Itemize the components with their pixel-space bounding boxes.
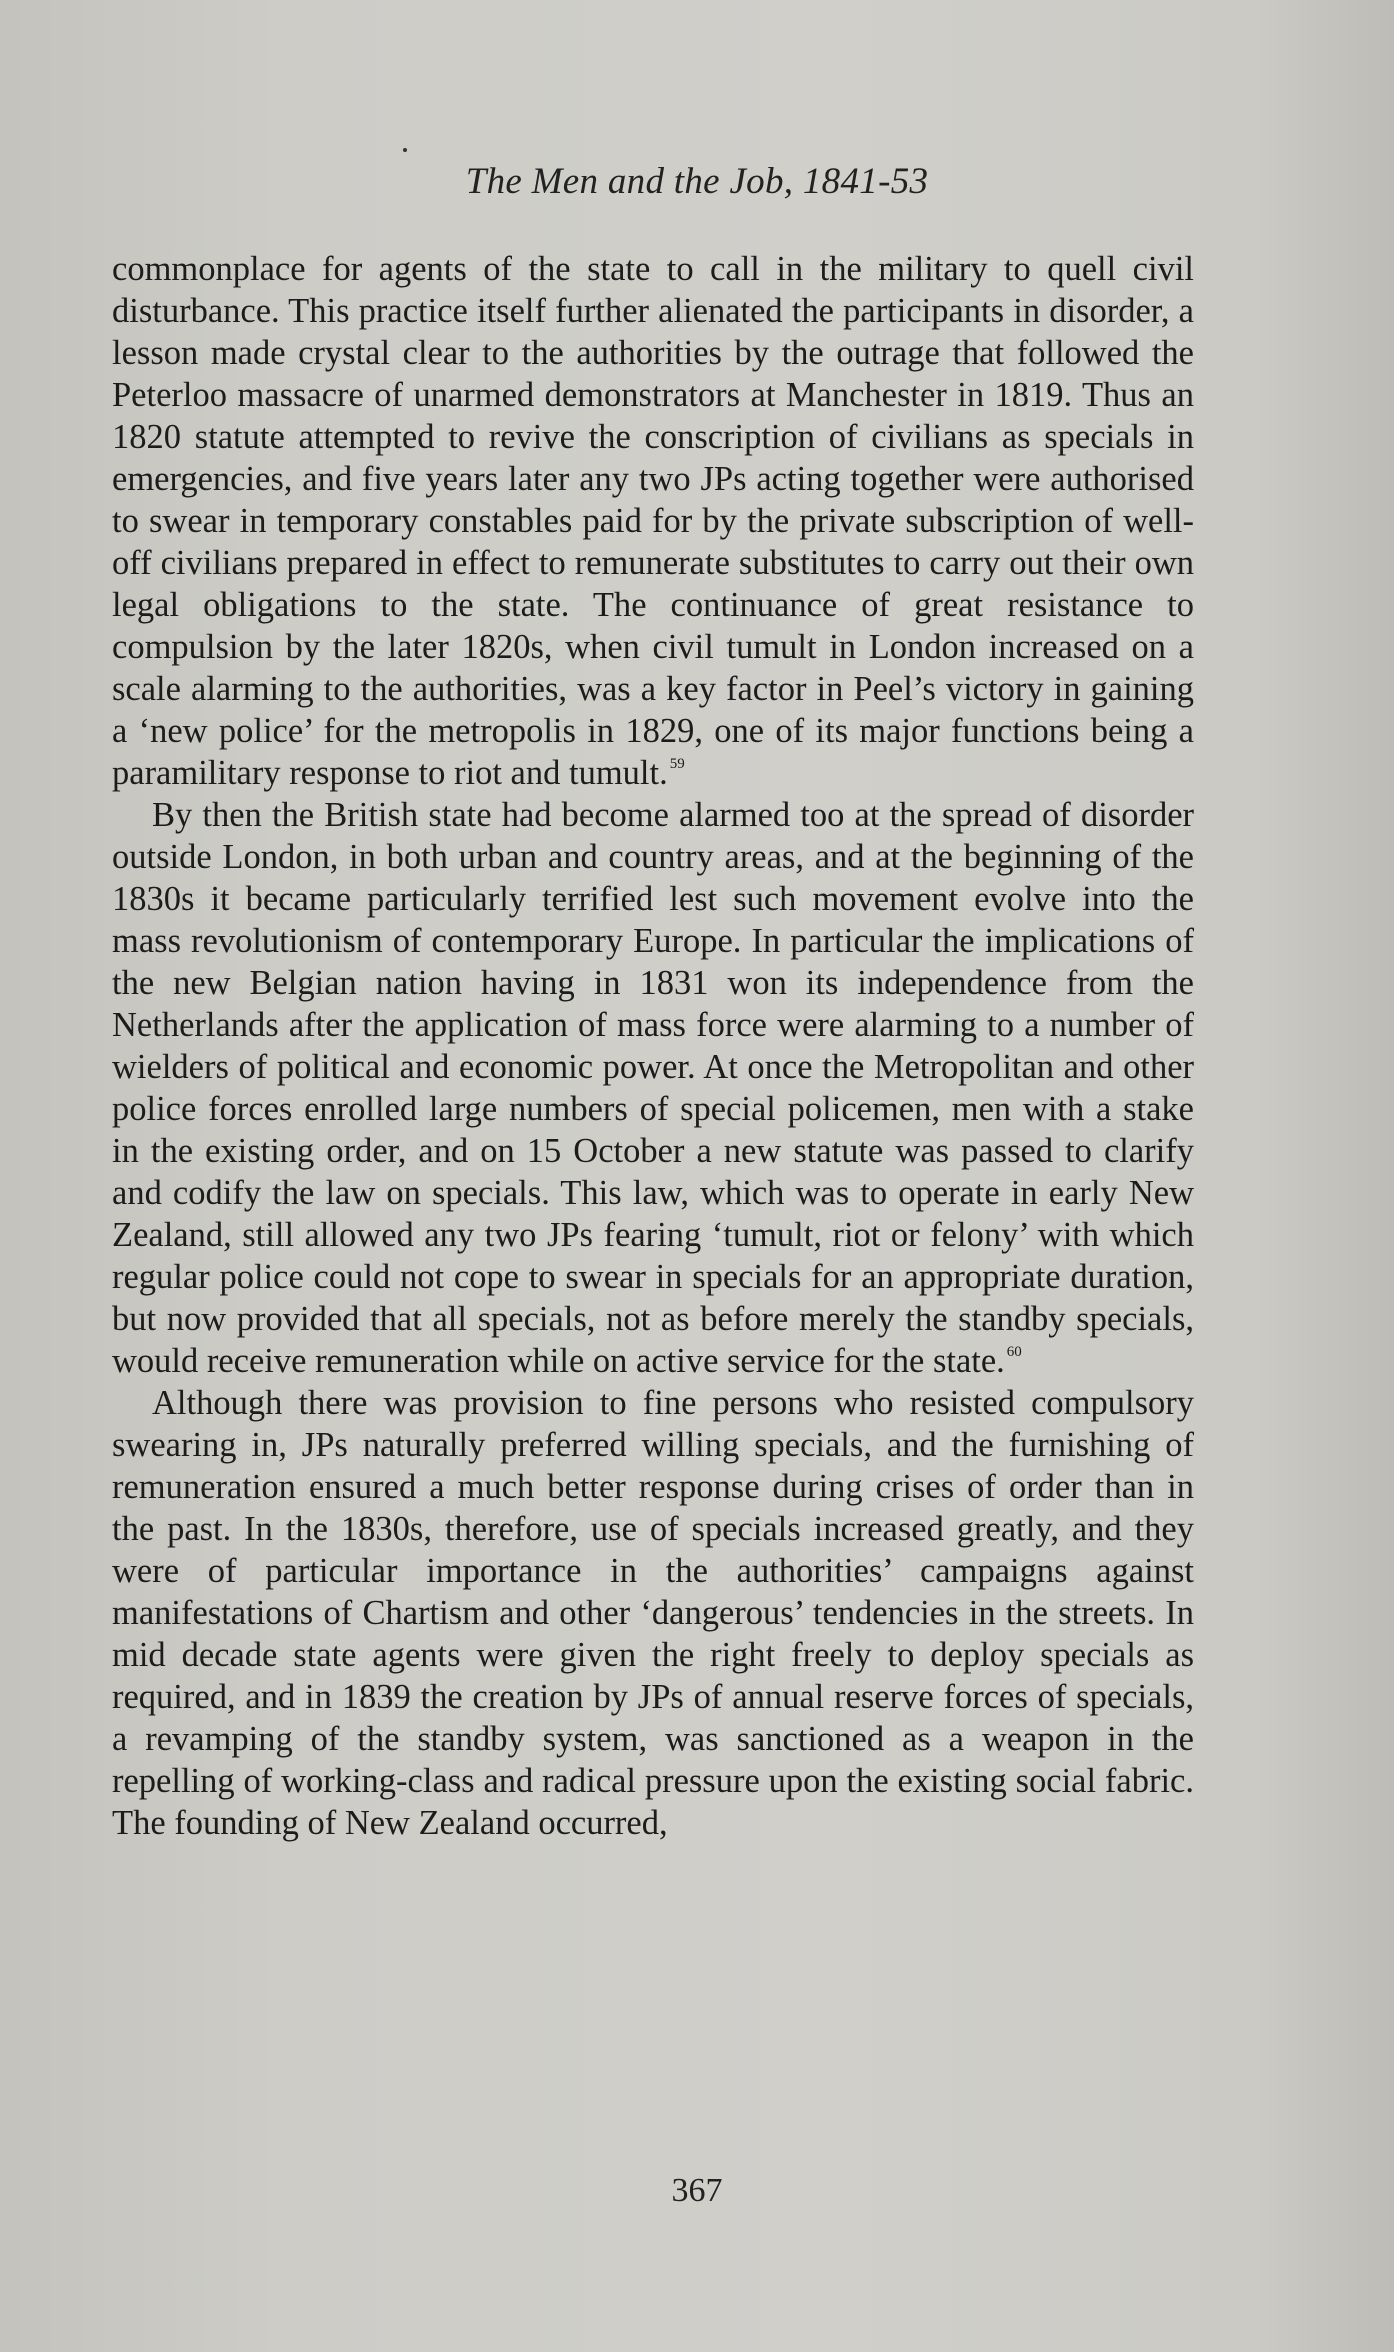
ink-speck: [403, 148, 407, 152]
running-head: The Men and the Job, 1841-53: [465, 161, 929, 202]
paragraph-1: [112, 248, 1194, 794]
page-number: 367: [671, 2172, 723, 2209]
paragraph-text: By then the British state had become alarmed too at the spread of disorder outside London, in both urban and country areas, and at the beginning of the 1830s it became particularly terrified lest such movement evolve into the mass revolutionism of contemporary Europe. In particular the implications of the new Belgian nation having in 1831 won its independence from the Netherlands after the application of mass force were alarming to a number of wielders of political and economic power. At once the Metropolitan and other police forces enrolled large numbers of special policemen, men with a stake in the existing order, and on 15 October a new statute was passed to clarify and codify the law on specials. This law, which was to operate in early New Zealand, still allowed any two JPs fearing ‘tumult, riot or felony’ with which regular police could not cope to swear in specials for an appropriate duration, but now provided that all specials, not as before merely the standby specials, would receive remuneration while on active service for the state.: [112, 796, 1194, 1380]
paragraph-3: [112, 1382, 1194, 1844]
footnote-ref: 59: [669, 755, 685, 772]
body-text: [112, 248, 1194, 1844]
paragraph-2: [112, 794, 1194, 1382]
footnote-ref: 60: [1006, 1343, 1022, 1360]
paragraph-text: commonplace for agents of the state to call in the military to quell civil disturbance. This practice itself further alienated the participants in disorder, a lesson made crystal clear to the authorities by the outrage that followed the Peterloo massacre of unarmed demonstrators at Manchester in 1819. Thus an 1820 statute attempted to revive the conscription of civilians as specials in emergencies, and five years later any two JPs acting together were authorised to swear in temporary constables paid for by the private subscription of well-off civilians prepared in effect to remunerate substitutes to carry out their own legal obligations to the state. The continuance of great resistance to compulsion by the later 1820s, when civil tumult in London increased on a scale alarming to the authorities, was a key factor in Peel’s victory in gaining a ‘new police’ for the metropolis in 1829, one of its major functions being a paramilitary response to riot and tumult.: [112, 250, 1194, 792]
paragraph-text: Although there was provision to fine persons who resisted compulsory swearing in, JPs naturally preferred willing specials, and the furnishing of remuneration ensured a much better response during crises of order than in the past. In the 1830s, therefore, use of specials increased greatly, and they were of particular importance in the authorities’ campaigns against manifestations of Chartism and other ‘dangerous’ tendencies in the streets. In mid decade state agents were given the right freely to deploy specials as required, and in 1839 the creation by JPs of annual reserve forces of specials, a revamping of the standby system, was sanctioned as a weapon in the repelling of working-class and radical pressure upon the existing social fabric. The founding of New Zealand occurred,: [112, 1384, 1194, 1842]
